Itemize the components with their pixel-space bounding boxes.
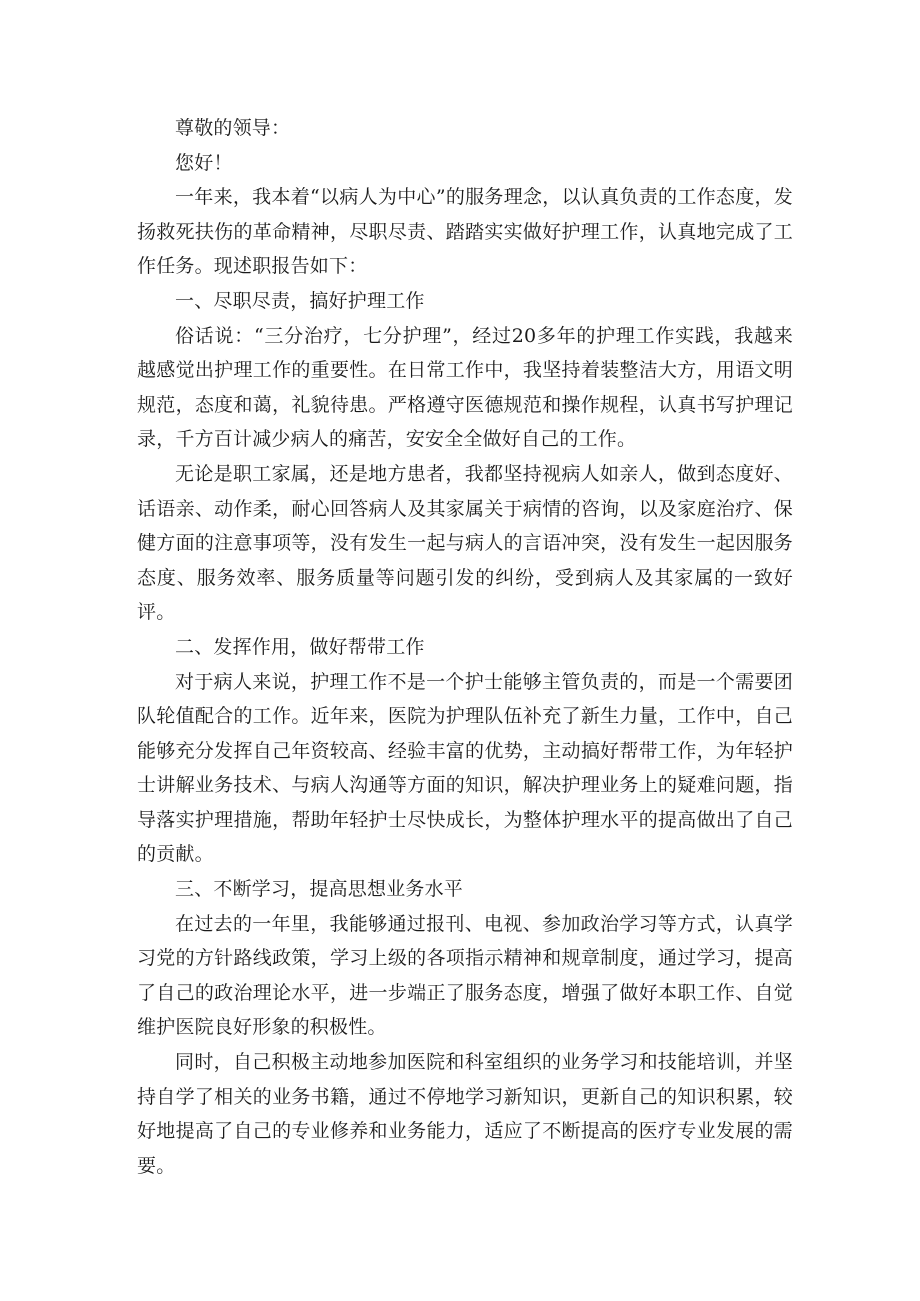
paragraph: 俗话说：“三分治疗，七分护理”，经过20多年的护理工作实践，我越来越感觉出护理工作的重要性。在日常工作中，我坚持着装整洁大方，用语文明规范，态度和蔼，礼貌待患。严格遵守医德规范和操作规程，认真书写护理记录，千方百计减少病人的痛苦，安安全全做好自己的工作。 xyxy=(137,324,793,451)
paragraph: 无论是职工家属，还是地方患者，我都坚持视病人如亲人，做到态度好、话语亲、动作柔，耐心回答病人及其家属关于病情的咨询，以及家庭治疗、保健方面的注意事项等，没有发生一起与病人的言语冲突，没有发生一起因服务态度、服务效率、服务质量等问题引发的纠纷，受到病人及其家属的一致好评。 xyxy=(137,462,793,624)
paragraph: 在过去的一年里，我能够通过报刊、电视、参加政治学习等方式，认真学习党的方针路线政策，学习上级的各项指示精神和规章制度，通过学习，提高了自己的政治理论水平，进一步端正了服务态度，增强了做好本职工作、自觉维护医院良好形象的积极性。 xyxy=(137,912,793,1039)
salutation: 尊敬的领导： xyxy=(175,117,291,139)
document-body xyxy=(137,111,793,1183)
section-heading-1: 一、尽职尽责，搞好护理工作 xyxy=(175,289,425,312)
paragraph: 对于病人来说，护理工作不是一个护士能够主管负责的，而是一个需要团队轮值配合的工作。近年来，医院为护理队伍补充了新生力量，工作中，自己能够充分发挥自己年资较高、经验丰富的优势，主动搞好帮带工作，为年轻护士讲解业务技术、与病人沟通等方面的知识，解决护理业务上的疑难问题，指导落实护理措施，帮助年轻护士尽快成长，为整体护理水平的提高做出了自己的贡献。 xyxy=(137,670,793,866)
section-heading-2: 二、发挥作用，做好帮带工作 xyxy=(175,635,425,658)
paragraph-intro: 一年来，我本着“以病人为中心”的服务理念，以认真负责的工作态度，发扬救死扶伤的革命精神，尽职尽责、踏踏实实做好护理工作，认真地完成了工作任务。现述职报告如下： xyxy=(137,186,793,278)
section-heading-3: 三、不断学习，提高思想业务水平 xyxy=(175,878,464,901)
paragraph: 同时，自己积极主动地参加医院和科室组织的业务学习和技能培训，并坚持自学了相关的业务书籍，通过不停地学习新知识，更新自己的知识积累，较好地提高了自己的专业修养和业务能力，适应了不断提高的医疗专业发展的需要。 xyxy=(137,1051,793,1177)
greeting: 您好！ xyxy=(175,151,233,174)
